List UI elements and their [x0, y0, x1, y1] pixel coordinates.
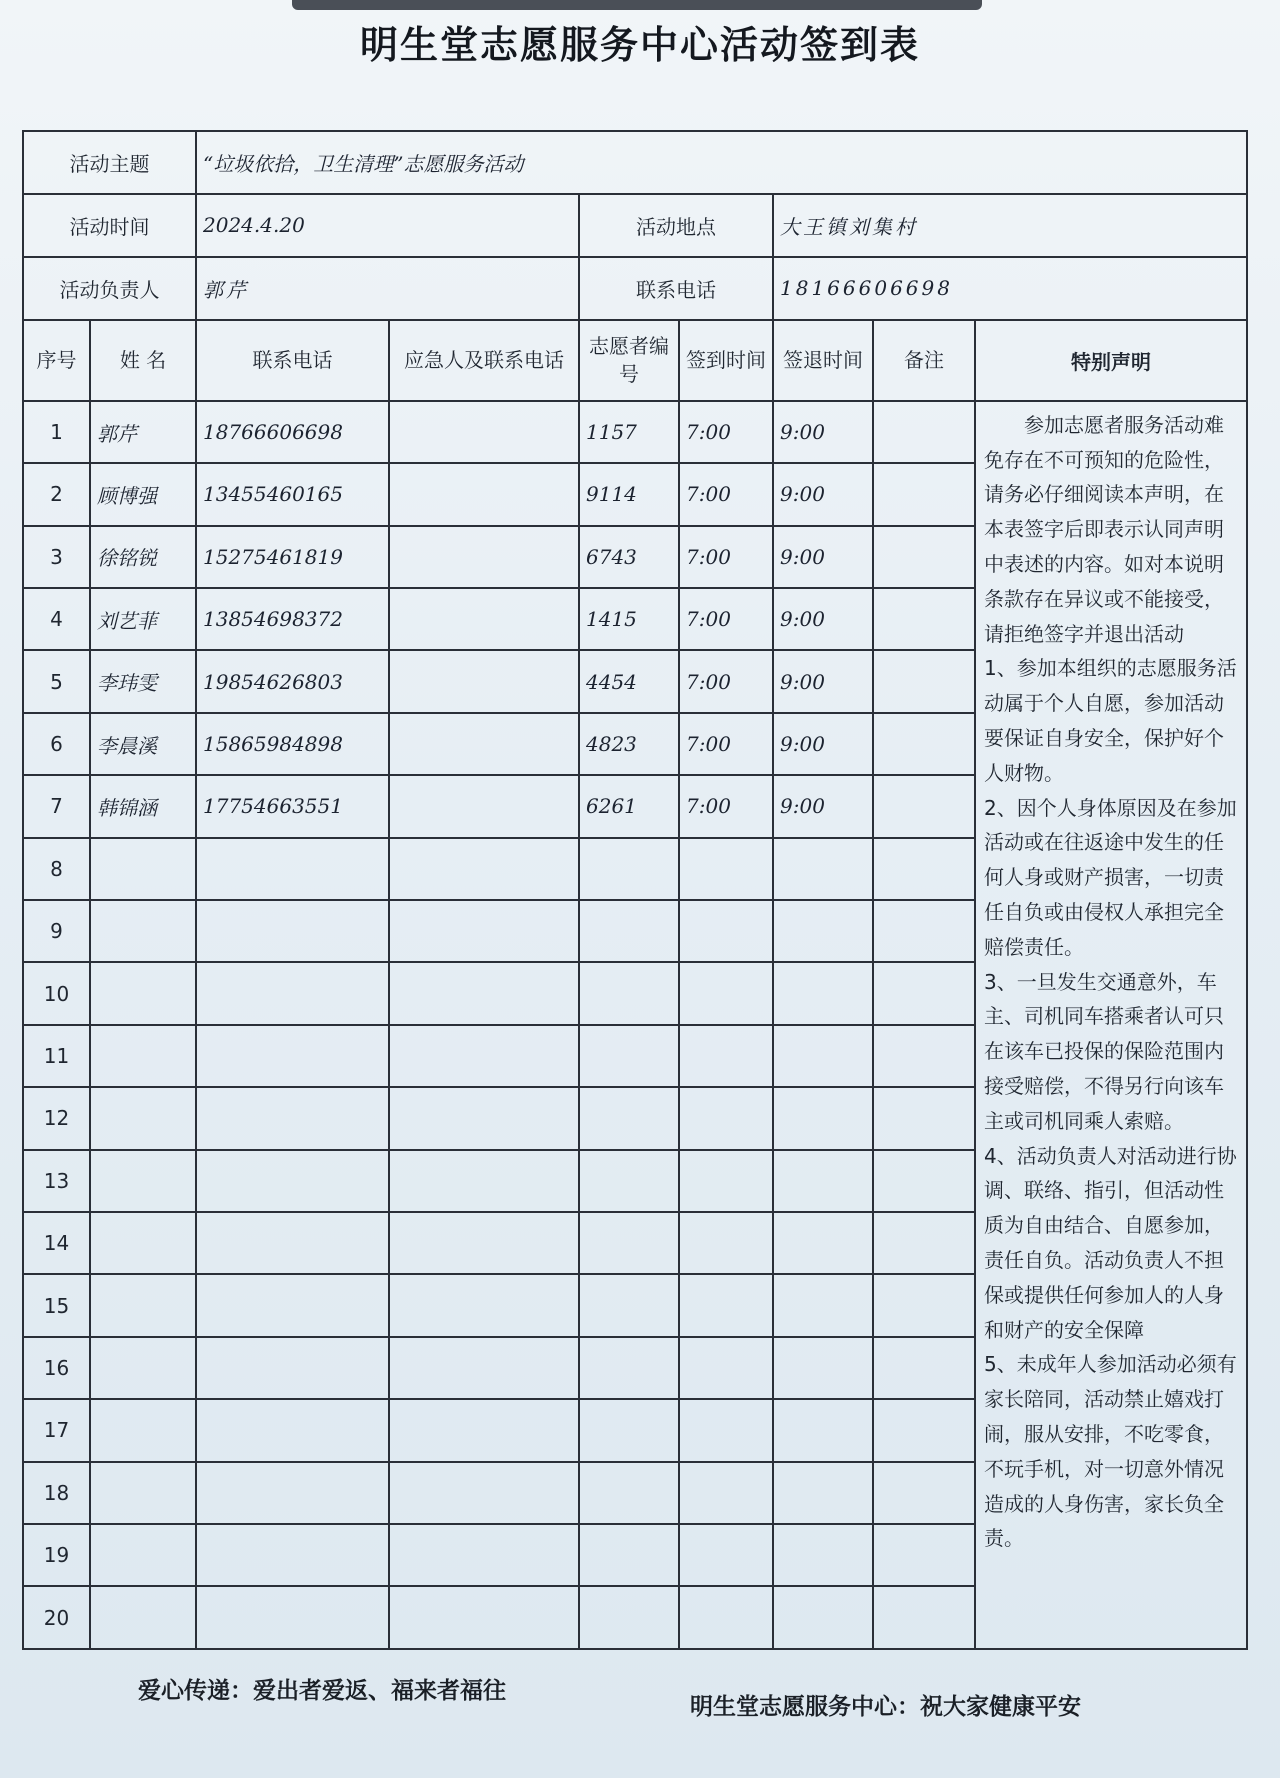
row-emergency [389, 713, 579, 775]
header-seq: 序号 [23, 320, 90, 401]
row-emergency [389, 1150, 579, 1212]
row-seq: 11 [23, 1025, 90, 1087]
row-remark [873, 526, 975, 588]
row-seq: 13 [23, 1150, 90, 1212]
row-checkin [679, 1025, 773, 1087]
table-row [23, 401, 1247, 463]
row-emergency [389, 1399, 579, 1461]
row-seq: 5 [23, 650, 90, 712]
row-checkin [679, 1586, 773, 1649]
page-title: 明生堂志愿服务中心活动签到表 [359, 23, 920, 67]
row-remark [873, 1087, 975, 1149]
row-volunteer-id: 6743 [579, 526, 679, 588]
row-checkin [679, 1337, 773, 1399]
row-remark [873, 1462, 975, 1524]
row-checkout [773, 1524, 873, 1586]
row-name [90, 1337, 196, 1399]
row-checkin [679, 962, 773, 1024]
header-emergency: 应急人及联系电话 [389, 320, 579, 401]
row-phone: 17754663551 [196, 775, 389, 837]
row-phone [196, 1586, 389, 1649]
declaration-paragraph: 4、活动负责人对活动进行协调、联络、指引，但活动性质为自由结合、自愿参加，责任自负。活动负责人不担保或提供任何参加人的人身和财产的安全保障 [984, 1143, 1237, 1342]
row-emergency [389, 526, 579, 588]
row-checkout: 9:00 [773, 775, 873, 837]
row-seq: 4 [23, 588, 90, 650]
row-volunteer-id [579, 900, 679, 962]
row-emergency [389, 1212, 579, 1274]
clipboard-clip [292, 0, 982, 10]
row-checkout [773, 1025, 873, 1087]
row-volunteer-id: 9114 [579, 463, 679, 525]
sign-in-table [22, 130, 1248, 1650]
row-remark [873, 1524, 975, 1586]
row-volunteer-id [579, 1586, 679, 1649]
row-seq: 2 [23, 463, 90, 525]
row-emergency [389, 463, 579, 525]
row-remark [873, 962, 975, 1024]
row-volunteer-id [579, 1025, 679, 1087]
row-volunteer-id [579, 1087, 679, 1149]
time-row [23, 194, 1247, 257]
row-checkin: 7:00 [679, 775, 773, 837]
row-name [90, 838, 196, 900]
header-volunteer-id: 志愿者编号 [579, 320, 679, 401]
row-remark [873, 401, 975, 463]
row-checkout [773, 838, 873, 900]
declaration-paragraph: 3、一旦发生交通意外，车主、司机同车搭乘者认可只在该车已投保的保险范围内接受赔偿，不得另行向该车主或司机同乘人索赔。 [984, 969, 1224, 1133]
row-emergency [389, 775, 579, 837]
row-phone [196, 838, 389, 900]
row-checkin: 7:00 [679, 650, 773, 712]
topic-row [23, 131, 1247, 194]
row-checkout [773, 1586, 873, 1649]
row-phone: 18766606698 [196, 401, 389, 463]
declaration-paragraph: 5、未成年人参加活动必须有家长陪同，活动禁止嬉戏打闹，服从安排，不吃零食，不玩手机，对一切意外情况造成的人身伤害，家长负全责。 [984, 1352, 1237, 1551]
row-name [90, 1462, 196, 1524]
row-checkout [773, 1150, 873, 1212]
row-checkout: 9:00 [773, 713, 873, 775]
row-name [90, 1524, 196, 1586]
row-name: 顾博强 [90, 463, 196, 525]
declaration-paragraph: 2、因个人身体原因及在参加活动或在往返途中发生的任何人身或财产损害，一切责任自负或由侵权人承担完全赔偿责任。 [984, 795, 1237, 959]
row-volunteer-id [579, 838, 679, 900]
row-emergency [389, 962, 579, 1024]
row-phone [196, 1337, 389, 1399]
row-remark [873, 1586, 975, 1649]
row-seq: 19 [23, 1524, 90, 1586]
row-name [90, 1150, 196, 1212]
row-volunteer-id [579, 1212, 679, 1274]
declaration-paragraph: 1、参加本组织的志愿服务活动属于个人自愿，参加活动要保证自身安全，保护好个人财物。 [984, 656, 1237, 785]
row-checkout [773, 1087, 873, 1149]
row-seq: 9 [23, 900, 90, 962]
row-checkin [679, 900, 773, 962]
row-name [90, 1399, 196, 1461]
row-name [90, 1025, 196, 1087]
row-volunteer-id [579, 1274, 679, 1336]
row-name: 徐铭锐 [90, 526, 196, 588]
row-volunteer-id [579, 1399, 679, 1461]
header-row [23, 320, 1247, 401]
row-remark [873, 713, 975, 775]
row-seq: 7 [23, 775, 90, 837]
row-checkin [679, 1150, 773, 1212]
row-emergency [389, 1462, 579, 1524]
row-emergency [389, 1586, 579, 1649]
row-phone [196, 1524, 389, 1586]
row-emergency [389, 900, 579, 962]
row-name [90, 1212, 196, 1274]
row-checkout [773, 1212, 873, 1274]
row-checkin: 7:00 [679, 588, 773, 650]
row-checkout: 9:00 [773, 588, 873, 650]
footer-wishes: 明生堂志愿服务中心：祝大家健康平安 [690, 1694, 1081, 1720]
row-seq: 1 [23, 401, 90, 463]
row-name [90, 900, 196, 962]
footer-slogan: 爱心传递：爱出者爱返、福来者福往 [138, 1678, 506, 1704]
row-remark [873, 1337, 975, 1399]
row-seq: 8 [23, 838, 90, 900]
row-remark [873, 1150, 975, 1212]
leader-value: 郭芹 [196, 257, 579, 320]
row-checkin [679, 1462, 773, 1524]
row-checkout: 9:00 [773, 463, 873, 525]
row-volunteer-id [579, 1462, 679, 1524]
place-value: 大王镇刘集村 [773, 194, 1247, 257]
row-volunteer-id [579, 962, 679, 1024]
declaration-text [975, 401, 1247, 1649]
row-seq: 10 [23, 962, 90, 1024]
row-checkin: 7:00 [679, 401, 773, 463]
time-label: 活动时间 [23, 194, 196, 257]
leader-label: 活动负责人 [23, 257, 196, 320]
row-checkin [679, 1087, 773, 1149]
row-name: 李晨溪 [90, 713, 196, 775]
row-seq: 16 [23, 1337, 90, 1399]
row-seq: 14 [23, 1212, 90, 1274]
row-name: 李玮雯 [90, 650, 196, 712]
header-declaration: 特别声明 [975, 320, 1247, 401]
row-remark [873, 1025, 975, 1087]
row-phone [196, 1462, 389, 1524]
leader-row [23, 257, 1247, 320]
row-checkin [679, 1212, 773, 1274]
row-checkout [773, 1337, 873, 1399]
row-phone [196, 900, 389, 962]
row-name: 郭芹 [90, 401, 196, 463]
row-phone [196, 1025, 389, 1087]
row-phone: 15275461819 [196, 526, 389, 588]
row-remark [873, 1399, 975, 1461]
row-remark [873, 650, 975, 712]
row-checkout: 9:00 [773, 650, 873, 712]
row-checkout: 9:00 [773, 401, 873, 463]
row-volunteer-id: 1157 [579, 401, 679, 463]
row-phone [196, 1150, 389, 1212]
topic-value: “垃圾依拾，卫生清理”志愿服务活动 [196, 131, 1247, 194]
row-volunteer-id: 4454 [579, 650, 679, 712]
row-emergency [389, 1337, 579, 1399]
row-emergency [389, 401, 579, 463]
row-seq: 12 [23, 1087, 90, 1149]
row-checkin: 7:00 [679, 463, 773, 525]
row-name [90, 1586, 196, 1649]
row-emergency [389, 838, 579, 900]
row-emergency [389, 588, 579, 650]
row-volunteer-id [579, 1150, 679, 1212]
row-checkin [679, 1274, 773, 1336]
row-emergency [389, 1087, 579, 1149]
row-remark [873, 588, 975, 650]
row-name [90, 962, 196, 1024]
header-phone: 联系电话 [196, 320, 389, 401]
row-remark [873, 838, 975, 900]
row-seq: 6 [23, 713, 90, 775]
contact-value: 18166606698 [773, 257, 1247, 320]
row-volunteer-id: 1415 [579, 588, 679, 650]
header-checkin: 签到时间 [679, 320, 773, 401]
row-remark [873, 1274, 975, 1336]
row-volunteer-id [579, 1524, 679, 1586]
header-checkout: 签退时间 [773, 320, 873, 401]
row-volunteer-id [579, 1337, 679, 1399]
row-volunteer-id: 6261 [579, 775, 679, 837]
header-remark: 备注 [873, 320, 975, 401]
row-checkin [679, 1524, 773, 1586]
place-label: 活动地点 [579, 194, 773, 257]
row-seq: 18 [23, 1462, 90, 1524]
row-checkout [773, 900, 873, 962]
row-remark [873, 463, 975, 525]
row-emergency [389, 650, 579, 712]
row-emergency [389, 1025, 579, 1087]
row-phone: 13455460165 [196, 463, 389, 525]
row-volunteer-id: 4823 [579, 713, 679, 775]
row-phone [196, 1087, 389, 1149]
row-checkin: 7:00 [679, 526, 773, 588]
row-phone [196, 1274, 389, 1336]
row-checkin [679, 1399, 773, 1461]
row-phone [196, 962, 389, 1024]
row-name [90, 1274, 196, 1336]
row-checkin [679, 838, 773, 900]
contact-label: 联系电话 [579, 257, 773, 320]
row-checkout [773, 962, 873, 1024]
row-seq: 3 [23, 526, 90, 588]
row-checkout [773, 1274, 873, 1336]
row-checkout [773, 1399, 873, 1461]
row-phone [196, 1399, 389, 1461]
row-remark [873, 775, 975, 837]
topic-label: 活动主题 [23, 131, 196, 194]
row-phone [196, 1212, 389, 1274]
row-checkout [773, 1462, 873, 1524]
row-emergency [389, 1274, 579, 1336]
row-phone: 13854698372 [196, 588, 389, 650]
row-seq: 15 [23, 1274, 90, 1336]
row-checkin: 7:00 [679, 713, 773, 775]
row-remark [873, 900, 975, 962]
header-name: 姓 名 [90, 320, 196, 401]
row-seq: 20 [23, 1586, 90, 1649]
row-checkout: 9:00 [773, 526, 873, 588]
row-seq: 17 [23, 1399, 90, 1461]
time-value: 2024.4.20 [196, 194, 579, 257]
row-name: 刘艺菲 [90, 588, 196, 650]
declaration-paragraph: 参加志愿者服务活动难免存在不可预知的危险性，请务必仔细阅读本声明，在本表签字后即表示认同声明中表述的内容。如对本说明条款存在异议或不能接受，请拒绝签字并退出活动 [984, 412, 1224, 646]
row-name: 韩锦涵 [90, 775, 196, 837]
row-name [90, 1087, 196, 1149]
row-emergency [389, 1524, 579, 1586]
row-phone: 15865984898 [196, 713, 389, 775]
row-phone: 19854626803 [196, 650, 389, 712]
row-remark [873, 1212, 975, 1274]
